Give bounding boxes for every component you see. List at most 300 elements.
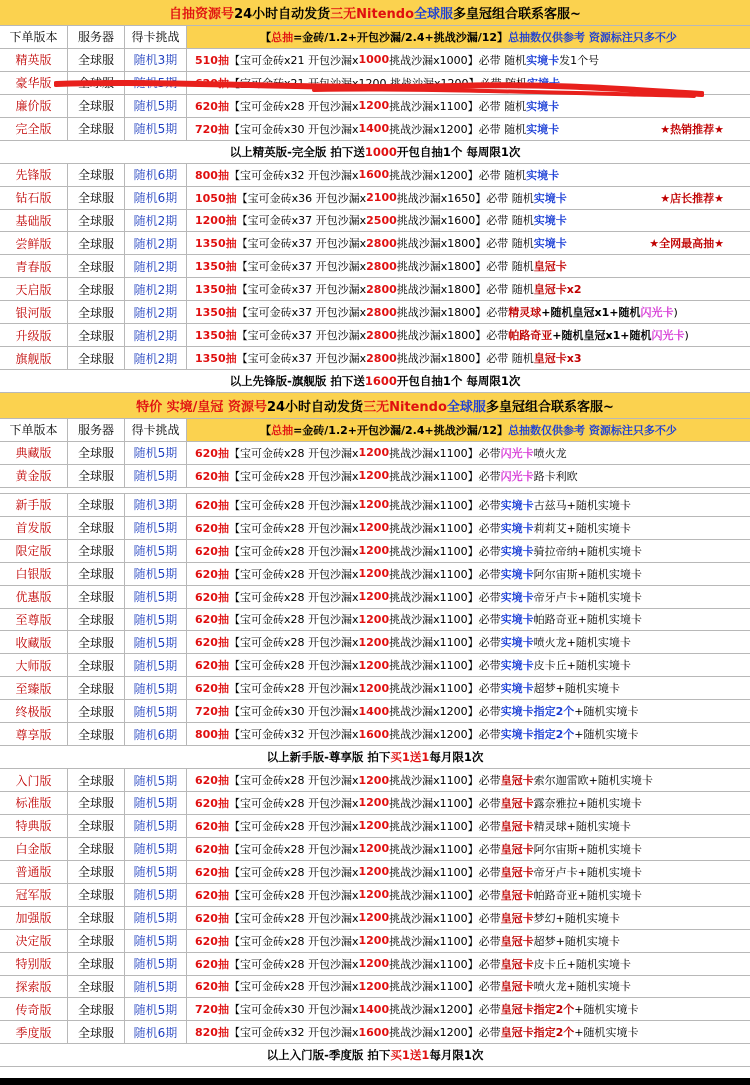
version-cell: 廉价版: [0, 95, 68, 117]
version-cell: 银河版: [0, 301, 68, 323]
version-cell: 收藏版: [0, 631, 68, 653]
server-cell: 全球服: [68, 930, 125, 952]
text-segment: 【宝可金砖x28 开包沙漏x: [228, 521, 359, 535]
server-cell: 全球服: [68, 792, 125, 814]
text-segment: 指定2个: [533, 1026, 575, 1040]
text-segment: 皇冠卡: [500, 957, 534, 971]
text-segment: 挑战沙漏x1100】必带: [389, 567, 501, 581]
resource-cell: [187, 324, 750, 346]
resource-cell: [187, 494, 750, 516]
text-segment: 实境卡: [500, 544, 534, 558]
version-cell: 季度版: [0, 1021, 68, 1043]
resource-cell: [187, 677, 750, 699]
table-row: [0, 347, 750, 370]
text-segment: 1200: [358, 567, 390, 581]
version-cell: 精英版: [0, 49, 68, 71]
text-segment: 发1个号: [559, 53, 600, 67]
text-segment: 2800: [366, 282, 397, 296]
text-segment: 【宝可金砖x28 开包沙漏x: [228, 99, 359, 113]
period-cell: 随机5期: [125, 884, 187, 906]
text-segment: 挑战沙漏x1800】必带 随机: [396, 260, 534, 274]
period-cell: 随机5期: [125, 976, 187, 998]
text-segment: 720抽: [195, 122, 229, 136]
resource-cell: [187, 72, 750, 94]
text-segment: 挑战沙漏x1100】必带: [389, 911, 501, 925]
table-row: [0, 164, 750, 187]
text-segment: 挑战沙漏x1100】必带: [389, 659, 501, 673]
table-row: [0, 118, 750, 141]
resource-cell: [187, 976, 750, 998]
text-segment: 莉莉艾+随机实境卡: [533, 521, 631, 535]
text-segment: 【: [260, 30, 272, 44]
server-cell: 全球服: [68, 998, 125, 1020]
text-segment: 【宝可金砖x28 开包沙漏x: [228, 590, 359, 604]
version-cell: 典藏版: [0, 442, 68, 464]
group-summary: [0, 1044, 750, 1067]
text-segment: 【宝可金砖x28 开包沙漏x: [228, 469, 359, 483]
period-cell: 随机5期: [125, 540, 187, 562]
version-cell: 完全版: [0, 118, 68, 140]
text-segment: 1200: [358, 934, 390, 948]
text-segment: 【宝可金砖x21 开包沙漏x1200 挑战沙漏x1200】必带 随机: [228, 76, 527, 90]
table-body: [0, 494, 750, 746]
col-server-header: 服务器: [68, 419, 125, 441]
table-row: [0, 953, 750, 976]
server-cell: 全球服: [68, 700, 125, 722]
resource-cell: [187, 563, 750, 585]
text-segment: 索尔迦雷欧+随机实境卡: [533, 774, 653, 788]
text-segment: 1200: [358, 446, 390, 460]
resource-cell: [187, 884, 750, 906]
text-segment: 1350抽: [195, 283, 237, 297]
text-segment: 2800: [366, 305, 397, 319]
text-segment: 露奈雅拉+随机实境卡: [533, 796, 642, 810]
text-segment: 挑战沙漏x1100】必带: [389, 957, 501, 971]
text-segment: 620抽: [195, 544, 229, 558]
text-segment: 总抽数仅供参考 资源标注只多不少: [508, 30, 677, 44]
resource-cell: [187, 631, 750, 653]
resource-cell: [187, 861, 750, 883]
text-segment: 【宝可金砖x21 开包沙漏x: [228, 53, 359, 67]
text-segment: 皮卡丘+随机实境卡: [533, 957, 631, 971]
table-row: [0, 517, 750, 540]
text-segment: 全球服: [446, 400, 486, 415]
period-cell: 随机5期: [125, 792, 187, 814]
text-segment: 【宝可金砖x28 开包沙漏x: [228, 774, 359, 788]
period-cell: 随机5期: [125, 838, 187, 860]
period-cell: 随机5期: [125, 118, 187, 140]
text-segment: 620抽: [195, 521, 229, 535]
version-cell: 至尊版: [0, 609, 68, 631]
text-segment: 喷火龙: [533, 446, 567, 460]
period-cell: 随机2期: [125, 255, 187, 277]
text-segment: 【宝可金砖x28 开包沙漏x: [228, 567, 359, 581]
table-row: [0, 677, 750, 700]
text-segment: 2800: [366, 351, 397, 365]
text-segment: 实境卡: [526, 122, 560, 136]
text-segment: 挑战沙漏x1100】必带: [389, 819, 501, 833]
version-cell: 特别版: [0, 953, 68, 975]
text-segment: 800抽: [195, 168, 229, 182]
text-segment: 挑战沙漏x1800】必带 随机: [396, 283, 534, 297]
period-cell: 随机3期: [125, 49, 187, 71]
table-row: [0, 49, 750, 72]
table-row: [0, 210, 750, 233]
period-cell: 随机2期: [125, 324, 187, 346]
period-cell: 随机6期: [125, 723, 187, 745]
text-segment: 【宝可金砖x37 开包沙漏x: [236, 283, 367, 297]
resource-cell: [187, 609, 750, 631]
text-segment: 挑战沙漏x1800】必带: [396, 329, 509, 343]
section-self-draw: [0, 0, 750, 393]
table-row: [0, 769, 750, 792]
period-cell: 随机5期: [125, 953, 187, 975]
text-segment: 1200: [358, 544, 390, 558]
table-header: [0, 419, 750, 442]
text-segment: 2800: [366, 328, 397, 342]
text-segment: 820抽: [195, 1026, 229, 1040]
version-cell: 特典版: [0, 815, 68, 837]
text-segment: 1400: [358, 122, 390, 136]
period-cell: 随机5期: [125, 769, 187, 791]
server-cell: 全球服: [68, 232, 125, 254]
resource-cell: [187, 187, 750, 209]
text-segment: 620抽: [195, 567, 229, 581]
period-cell: 随机5期: [125, 861, 187, 883]
text-segment: 1200: [358, 590, 390, 604]
table-body: [0, 49, 750, 141]
text-segment: 挑战沙漏x1800】必带: [396, 306, 509, 320]
text-segment: 【宝可金砖x37 开包沙漏x: [236, 329, 367, 343]
text-segment: 阿尔宙斯+随机实境卡: [533, 842, 642, 856]
text-segment: 1400: [358, 704, 390, 718]
text-segment: 梦幻+随机实境卡: [533, 911, 620, 925]
table-row: [0, 838, 750, 861]
text-segment: 总抽: [271, 30, 294, 44]
text-segment: 开包自抽1个 每周限1次: [396, 144, 521, 159]
section-banner: [0, 0, 750, 26]
table-row: [0, 654, 750, 677]
text-segment: 开包自抽1个 每周限1次: [396, 374, 521, 389]
text-segment: 1600: [358, 168, 390, 182]
text-segment: 720抽: [195, 705, 229, 719]
text-segment: 1200: [358, 888, 390, 902]
server-cell: 全球服: [68, 347, 125, 369]
table-row: [0, 232, 750, 255]
resource-cell: [187, 210, 750, 232]
text-segment: 挑战沙漏x1100】必带 随机: [389, 99, 527, 113]
version-cell: 加强版: [0, 907, 68, 929]
text-segment: 帕路奇亚: [508, 329, 553, 343]
server-cell: 全球服: [68, 301, 125, 323]
period-cell: 随机5期: [125, 95, 187, 117]
text-segment: 挑战沙漏x1100】必带: [389, 498, 501, 512]
text-segment: 620抽: [195, 957, 229, 971]
group-summary: [0, 370, 750, 393]
text-segment: 【宝可金砖x28 开包沙漏x: [228, 682, 359, 696]
text-segment: 挑战沙漏x1100】必带: [389, 796, 501, 810]
table-row: [0, 861, 750, 884]
table-row: [0, 907, 750, 930]
period-cell: 随机5期: [125, 998, 187, 1020]
version-cell: 基础版: [0, 210, 68, 232]
text-segment: 全球服: [414, 7, 454, 22]
version-cell: 天启版: [0, 278, 68, 300]
text-segment: 喷火龙+随机实境卡: [533, 636, 631, 650]
text-segment: 【宝可金砖x28 开包沙漏x: [228, 613, 359, 627]
resource-cell: [187, 164, 750, 186]
server-cell: 全球服: [68, 631, 125, 653]
text-segment: 路卡利欧: [533, 469, 578, 483]
server-cell: 全球服: [68, 442, 125, 464]
text-segment: 特价 实境/皇冠 资源号: [136, 400, 267, 415]
text-segment: 620抽: [195, 613, 229, 627]
text-segment: 挑战沙漏x1200】必带 随机: [389, 122, 527, 136]
text-segment: +随机实境卡: [574, 728, 639, 742]
server-cell: 全球服: [68, 861, 125, 883]
period-cell: 随机5期: [125, 465, 187, 487]
version-cell: 冠军版: [0, 884, 68, 906]
period-cell: 随机5期: [125, 563, 187, 585]
server-cell: 全球服: [68, 723, 125, 745]
text-segment: 实境卡: [500, 498, 534, 512]
text-segment: 【宝可金砖x28 开包沙漏x: [228, 934, 359, 948]
server-cell: 全球服: [68, 654, 125, 676]
server-cell: 全球服: [68, 72, 125, 94]
text-segment: 实境卡: [526, 76, 560, 90]
table-row: [0, 255, 750, 278]
text-segment: 1200: [358, 796, 390, 810]
text-segment: 620抽: [195, 76, 229, 90]
text-segment: 1200: [358, 819, 390, 833]
server-cell: 全球服: [68, 815, 125, 837]
text-segment: 620抽: [195, 469, 229, 483]
resource-cell: [187, 517, 750, 539]
version-cell: 白金版: [0, 838, 68, 860]
text-segment: 闪光卡: [500, 469, 534, 483]
version-cell: 至臻版: [0, 677, 68, 699]
text-segment: 1200: [358, 498, 390, 512]
server-cell: 全球服: [68, 884, 125, 906]
text-segment: 2800: [366, 259, 397, 273]
version-cell: 标准版: [0, 792, 68, 814]
table-row: [0, 301, 750, 324]
text-segment: 实境卡: [500, 636, 534, 650]
text-segment: 【宝可金砖x37 开包沙漏x: [236, 306, 367, 320]
text-segment: 【宝可金砖x36 开包沙漏x: [236, 191, 367, 205]
text-segment: 买1送1: [390, 1048, 430, 1063]
text-segment: 24小时自动发货: [266, 400, 364, 415]
text-segment: 2100: [366, 191, 397, 205]
resource-cell: [187, 838, 750, 860]
period-cell: 随机5期: [125, 907, 187, 929]
table-row: [0, 187, 750, 210]
version-cell: 尝鲜版: [0, 232, 68, 254]
server-cell: 全球服: [68, 118, 125, 140]
text-segment: 1200: [358, 658, 390, 672]
resource-cell: [187, 347, 750, 369]
table-row: [0, 631, 750, 654]
table-row: [0, 884, 750, 907]
text-segment: 挑战沙漏x1100】必带: [389, 469, 501, 483]
version-cell: 青春版: [0, 255, 68, 277]
period-cell: 随机5期: [125, 586, 187, 608]
server-cell: 全球服: [68, 210, 125, 232]
table-row: [0, 700, 750, 723]
text-segment: 帝牙卢卡+随机实境卡: [533, 590, 642, 604]
text-segment: 620抽: [195, 796, 229, 810]
resource-cell: [187, 232, 750, 254]
text-segment: 【宝可金砖x30 开包沙漏x: [228, 1003, 359, 1017]
text-segment: 【宝可金砖x32 开包沙漏x: [228, 728, 359, 742]
period-cell: 随机2期: [125, 210, 187, 232]
text-segment: 多皇冠组合联系客服~: [453, 7, 581, 22]
table-row: [0, 442, 750, 465]
server-cell: 全球服: [68, 49, 125, 71]
text-segment: 皇冠卡: [500, 842, 534, 856]
text-segment: 1400: [358, 1002, 390, 1016]
text-segment: 实境卡: [500, 590, 534, 604]
table-row: [0, 976, 750, 999]
table-row: [0, 723, 750, 746]
text-segment: 精灵球+随机实境卡: [533, 819, 631, 833]
server-cell: 全球服: [68, 540, 125, 562]
text-segment: 【宝可金砖x28 开包沙漏x: [228, 888, 359, 902]
text-segment: 闪光卡: [640, 306, 674, 320]
text-segment: 皇冠卡: [500, 1003, 534, 1017]
table-row: [0, 815, 750, 838]
text-segment: 总抽: [271, 423, 294, 437]
text-segment: 喷火龙+随机实境卡: [533, 980, 631, 994]
text-segment: 1350抽: [195, 237, 237, 251]
text-segment: 1350抽: [195, 329, 237, 343]
period-cell: 随机6期: [125, 164, 187, 186]
server-cell: 全球服: [68, 494, 125, 516]
resource-cell: [187, 930, 750, 952]
text-segment: 骑拉帝纳+随机实境卡: [533, 544, 642, 558]
text-segment: 【宝可金砖x28 开包沙漏x: [228, 819, 359, 833]
text-segment: 指定2个: [533, 1003, 575, 1017]
period-cell: 随机5期: [125, 442, 187, 464]
text-segment: 800抽: [195, 728, 229, 742]
text-segment: 三无Nitendo: [330, 7, 415, 22]
period-cell: 随机2期: [125, 232, 187, 254]
version-cell: 终极版: [0, 700, 68, 722]
text-segment: 挑战沙漏x1100】必带: [389, 865, 501, 879]
resource-cell: [187, 654, 750, 676]
text-segment: 挑战沙漏x1600】必带 随机: [396, 214, 534, 228]
version-cell: 新手版: [0, 494, 68, 516]
text-segment: 皇冠卡: [500, 774, 534, 788]
section-banner: [0, 393, 750, 419]
recommend-badge: ★全网最高抽★: [649, 237, 724, 251]
text-segment: 皇冠卡: [500, 888, 534, 902]
text-segment: 1200: [358, 773, 390, 787]
resource-cell: [187, 586, 750, 608]
text-segment: 1200: [358, 99, 390, 113]
resource-cell: [187, 278, 750, 300]
resource-cell: [187, 49, 750, 71]
version-cell: 优惠版: [0, 586, 68, 608]
text-segment: 挑战沙漏x1200】必带: [389, 728, 501, 742]
server-cell: 全球服: [68, 586, 125, 608]
text-segment: 挑战沙漏x1000】必带 随机: [389, 53, 527, 67]
text-segment: 以上入门版-季度版 拍下: [266, 1048, 391, 1063]
text-segment: 实境卡: [500, 728, 534, 742]
text-segment: 620抽: [195, 980, 229, 994]
period-cell: 随机2期: [125, 347, 187, 369]
text-segment: 620抽: [195, 842, 229, 856]
table-row: [0, 930, 750, 953]
version-cell: 先锋版: [0, 164, 68, 186]
text-segment: ): [673, 305, 678, 319]
text-segment: 【宝可金砖x28 开包沙漏x: [228, 636, 359, 650]
text-segment: 挑战沙漏x1100】必带: [389, 521, 501, 535]
text-segment: 帕路奇亚+随机实境卡: [533, 888, 642, 902]
text-segment: 【宝可金砖x28 开包沙漏x: [228, 980, 359, 994]
server-cell: 全球服: [68, 255, 125, 277]
text-segment: 实境卡: [533, 237, 567, 251]
text-segment: 皇冠卡: [500, 865, 534, 879]
table-row: [0, 72, 750, 95]
version-cell: 限定版: [0, 540, 68, 562]
col-resource-note: [187, 26, 750, 48]
table-row: [0, 494, 750, 517]
period-cell: 随机5期: [125, 930, 187, 952]
text-segment: 精灵球: [508, 306, 542, 320]
col-period-header: 得卡挑战: [125, 26, 187, 48]
text-segment: 皇冠卡: [500, 1026, 534, 1040]
text-segment: 【宝可金砖x28 开包沙漏x: [228, 544, 359, 558]
text-segment: 挑战沙漏x1800】必带 随机: [396, 352, 534, 366]
text-segment: 【宝可金砖x28 开包沙漏x: [228, 659, 359, 673]
text-segment: 1000: [358, 53, 390, 67]
text-segment: 620抽: [195, 498, 229, 512]
text-segment: 帝牙卢卡+随机实境卡: [533, 865, 642, 879]
text-segment: 【宝可金砖x28 开包沙漏x: [228, 498, 359, 512]
resource-cell: [187, 442, 750, 464]
version-cell: 黄金版: [0, 465, 68, 487]
table-row: [0, 998, 750, 1021]
resource-cell: [187, 95, 750, 117]
text-segment: 挑战沙漏x1800】必带 随机: [396, 237, 534, 251]
period-cell: 随机5期: [125, 609, 187, 631]
text-segment: 1200: [358, 842, 390, 856]
period-cell: 随机5期: [125, 700, 187, 722]
resource-cell: [187, 255, 750, 277]
group-summary: [0, 746, 750, 769]
period-cell: 随机5期: [125, 815, 187, 837]
col-resource-note: [187, 419, 750, 441]
text-segment: 每月限1次: [429, 1048, 484, 1063]
text-segment: 实境卡: [500, 705, 534, 719]
table-row: [0, 792, 750, 815]
text-segment: 1600: [358, 1025, 390, 1039]
text-segment: 620抽: [195, 865, 229, 879]
text-segment: 皇冠卡: [500, 934, 534, 948]
text-segment: 1200: [358, 635, 390, 649]
text-segment: 1200: [358, 521, 390, 535]
text-segment: 1600: [364, 374, 397, 389]
period-cell: 随机3期: [125, 494, 187, 516]
text-segment: 挑战沙漏x1100】必带: [389, 774, 501, 788]
text-segment: 1200: [358, 681, 390, 695]
table-header: [0, 26, 750, 49]
text-segment: 【宝可金砖x37 开包沙漏x: [236, 260, 367, 274]
text-segment: 720抽: [195, 1003, 229, 1017]
server-cell: 全球服: [68, 278, 125, 300]
server-cell: 全球服: [68, 953, 125, 975]
